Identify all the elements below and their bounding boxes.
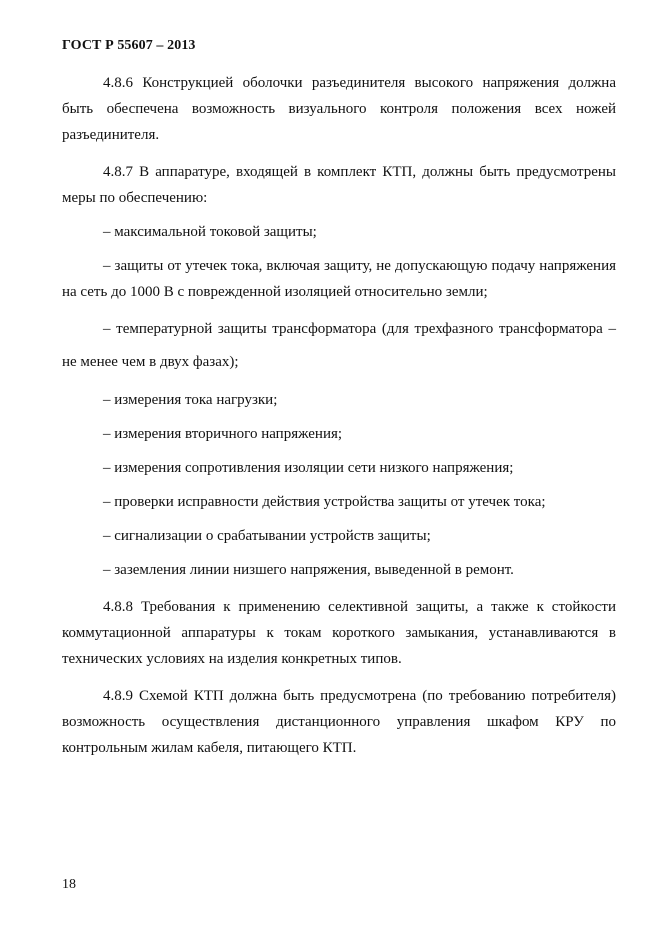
list-item: – проверки исправности действия устройства защиты от утечек тока; (103, 494, 546, 510)
list-item: – измерения сопротивления изоляции сети низкого напряжения; (103, 460, 514, 476)
list-item: – сигнализации о срабатывании устройств защиты; (103, 528, 431, 544)
list-item: – измерения вторичного напряжения; (103, 426, 343, 442)
page-number: 18 (62, 877, 76, 892)
clause-4-8-8: 4.8.8 Требования к применению селективной защиты, а также к стойкости коммутационной аппаратуры к токам короткого замыкания, устанавливаются в технических условиях на изделия конкретных типов. (62, 599, 616, 667)
document-body (62, 70, 616, 761)
list-item: – температурной защиты трансформатора (для трехфазного трансформатора – не менее чем в двух фазах); (62, 321, 616, 370)
clause-4-8-7: 4.8.7 В аппаратуре, входящей в комплект КТП, должны быть предусмотрены меры по обеспечению: (62, 164, 616, 206)
clause-4-8-9: 4.8.9 Схемой КТП должна быть предусмотрена (по требованию потребителя) возможность осуществления дистанционного управления шкафом КРУ по контрольным жилам кабеля, питающего КТП. (62, 688, 616, 756)
list-item: – максимальной токовой защиты; (103, 224, 317, 240)
list-item: – защиты от утечек тока, включая защиту, не допускающую подачу напряжения на сеть до 1000 В с поврежденной изоляцией относительно земли; (62, 258, 616, 300)
clause-4-8-6: 4.8.6 Конструкцией оболочки разъединителя высокого напряжения должна быть обеспечена возможность визуального контроля положения всех ножей разъединителя. (62, 75, 616, 143)
standard-header: ГОСТ Р 55607 – 2013 (62, 38, 196, 53)
list-item: – заземления линии низшего напряжения, выведенной в ремонт. (103, 562, 514, 578)
list-item: – измерения тока нагрузки; (103, 392, 278, 408)
